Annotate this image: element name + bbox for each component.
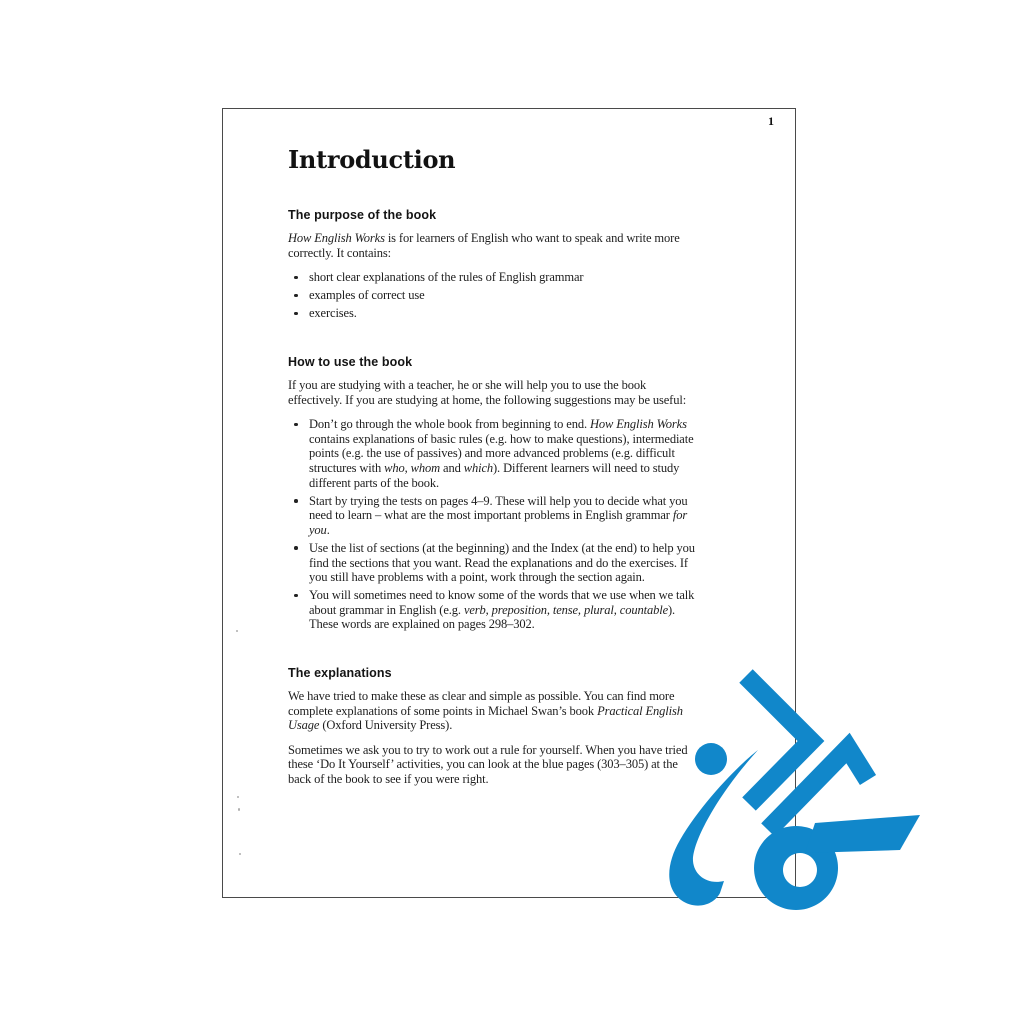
bullet-icon xyxy=(294,594,298,598)
list-item xyxy=(288,417,700,490)
list-item-text: Start by trying the tests on pages 4–9. These will help you to decide what you need to learn – what are the most important problems in English grammar for you. xyxy=(309,493,688,537)
page-content xyxy=(288,109,700,797)
paragraph-usage-intro: If you are studying with a teacher, he or she will help you to use the book effectively. If you are studying at home, the following suggestions may be useful: xyxy=(288,377,687,407)
logo-kaf-tail xyxy=(805,815,920,853)
list-item xyxy=(288,288,700,303)
section-purpose xyxy=(288,208,700,321)
list-item-text: examples of correct use xyxy=(309,288,425,303)
section-heading-explanations: The explanations xyxy=(288,665,392,680)
bullet-icon xyxy=(294,312,298,316)
logo-dot xyxy=(695,743,727,775)
purpose-bullet-list xyxy=(288,270,700,321)
list-item xyxy=(288,306,700,321)
paragraph-explanations-1: We have tried to make these as clear and simple as possible. You can find more complete explanations of some points in Michael Swan’s book Practical English Usage (Oxford University Press). xyxy=(288,688,683,733)
list-item-text: exercises. xyxy=(309,306,357,321)
scan-speck xyxy=(239,853,241,855)
section-heading-purpose: The purpose of the book xyxy=(288,208,437,222)
list-item xyxy=(288,494,700,538)
list-item-text: Use the list of sections (at the beginning) and the Index (at the end) to help you find the sections that you want. Read the explanations and do the exercises. If you still have problems with a point, work through the section again. xyxy=(309,540,695,585)
bullet-icon xyxy=(294,423,298,427)
bullet-icon xyxy=(294,294,298,298)
paragraph-explanations-2: Sometimes we ask you to try to work out a rule for yourself. When you have tried these ‘Do It Yourself’ activities, you can look at the blue pages (303–305) at the back of the book to see if you were right. xyxy=(288,742,688,786)
ketab-logo-svg xyxy=(650,660,940,930)
list-item-text: short clear explanations of the rules of English grammar xyxy=(309,270,584,285)
watermark-logo xyxy=(650,660,940,930)
list-item-text: You will sometimes need to know some of the words that we use when we talk about grammar in English (e.g. verb, preposition, tense, plural, countable). These words are explained on pages 298–302. xyxy=(309,588,695,632)
list-item xyxy=(288,588,700,632)
section-heading-usage: How to use the book xyxy=(288,354,413,369)
bullet-icon xyxy=(294,499,298,503)
paragraph-purpose-intro: How English Works is for learners of English who want to speak and write more correctly. It contains: xyxy=(288,231,680,260)
page-title: Introduction xyxy=(288,145,456,174)
section-explanations xyxy=(288,666,700,787)
list-item xyxy=(288,541,700,585)
page-number: 1 xyxy=(768,114,774,128)
usage-bullet-list xyxy=(288,417,700,632)
bullet-icon xyxy=(294,276,298,280)
list-item xyxy=(288,270,700,285)
scan-speck xyxy=(237,796,239,798)
scan-speck xyxy=(238,808,240,811)
list-item-text: Don’t go through the whole book from beginning to end. How English Works contains explanations of basic rules (e.g. how to make questions), intermediate points (e.g. the use of passives) and more advanced problems (e.g. difficult structures with who, whom and which). Different learners will need to study different parts of the book. xyxy=(309,417,694,490)
bullet-icon xyxy=(294,546,298,550)
section-usage xyxy=(288,355,700,632)
scan-speck xyxy=(236,630,238,632)
